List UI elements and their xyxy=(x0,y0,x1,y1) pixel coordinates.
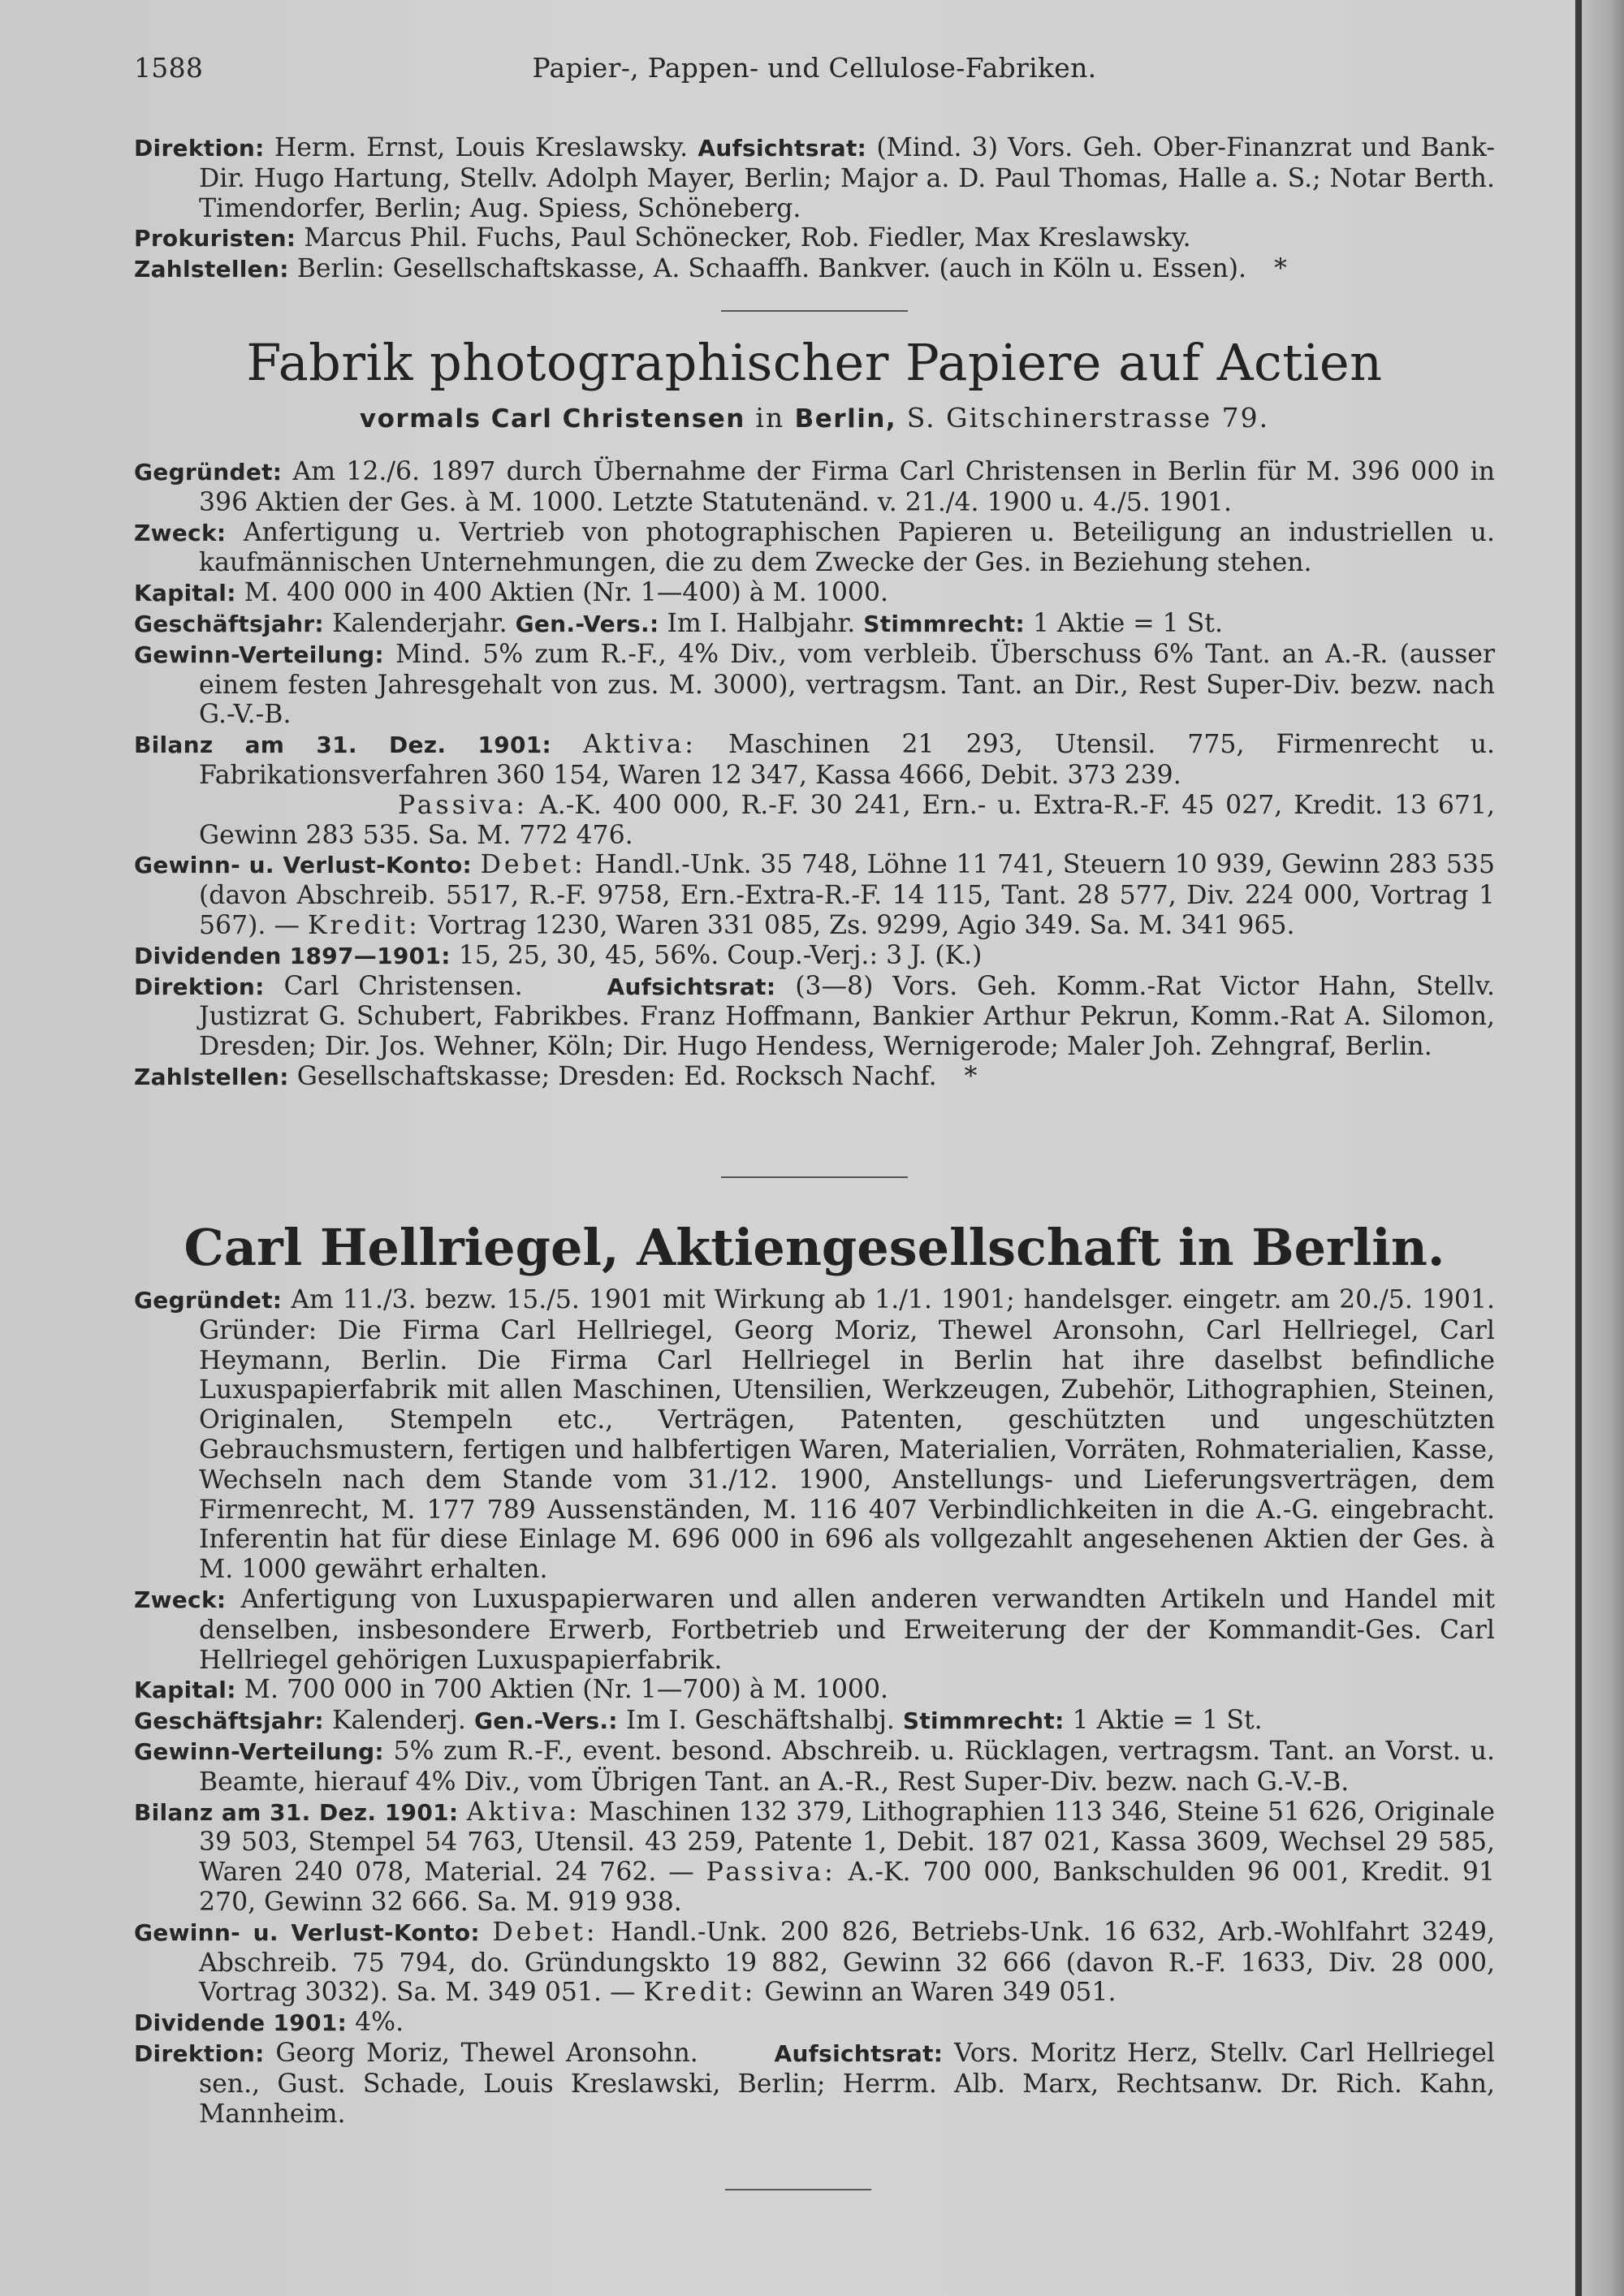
label: Gewinn-Verteilung: xyxy=(134,641,384,668)
text: 5% zum R.-F., event. besond. Abschreib. u. Rücklagen, vertragsm. Tant. an Vorst. u. Beamte, hierauf 4% Div., vom Übrigen Tant. an A.-R., Rest Super-Div. bezw. nach G.-V.-B. xyxy=(199,1736,1495,1797)
label: Aufsichtsrat: xyxy=(774,2039,944,2067)
e1-gegruendet xyxy=(134,457,1495,518)
text: A.-K. 400 000, R.-F. 30 241, Ern.- u. Extra-R.-F. 45 027, Kredit. 13 671, Gewinn 283 535. Sa. M. 772 476. xyxy=(199,790,1495,850)
label: Gewinn- u. Verlust-Konto: xyxy=(134,1918,480,1946)
label: Geschäftsjahr: xyxy=(134,610,324,637)
passiva-word: Passiva: xyxy=(706,1858,836,1888)
label: Zahlstellen: xyxy=(134,1063,289,1090)
e2-gewinnverteilung xyxy=(134,1737,1495,1798)
label: Aufsichtsrat: xyxy=(698,135,867,162)
separator-rule xyxy=(721,310,908,312)
text: 4%. xyxy=(355,2008,404,2038)
e1-passiva xyxy=(134,791,1495,851)
e1-gewinnverteilung xyxy=(134,640,1495,730)
label: Direktion: xyxy=(134,973,265,1000)
text: Im I. Geschäftshalbj. xyxy=(625,1706,895,1736)
prev-entry xyxy=(134,133,1495,285)
subtitle-address: S. Gitschinerstrasse 79. xyxy=(906,402,1270,434)
label: Prokuristen: xyxy=(134,225,296,252)
star: * xyxy=(1274,254,1287,284)
entry1-title: Fabrik photographischer Papiere auf Actien xyxy=(246,333,1383,392)
subtitle-vormals: vormals Carl Christensen xyxy=(359,404,745,434)
entry1-subtitle xyxy=(134,402,1495,434)
debet-word: Debet: xyxy=(492,1917,598,1947)
label: Dividende 1901: xyxy=(134,2009,348,2037)
passiva-word: Passiva: xyxy=(398,790,529,820)
label: Stimmrecht: xyxy=(863,610,1025,637)
label: Kapital: xyxy=(134,1677,236,1704)
text: Am 11./3. bezw. 15./5. 1901 mit Wirkung ab 1./1. 1901; handelsger. eingetr. am 20./5. 1901. Gründer: Die Firma Carl Hellriegel, Georg Moriz, Thewel Aronsohn, Carl Hellriegel, Carl Heymann, Berlin. Die Firma Carl Hellriegel in Berlin hat ihre daselbst befindliche Luxuspapierfabrik mit allen Maschinen, Utensilien, Werkzeugen, Zubehör, Lithographien, Steinen, Originalen, Stempeln etc., Verträgen, Patenten, geschützten und ungeschützten Gebrauchsmustern, fertigen und halbfertigen Waren, Materialien, Vorräten, Rohmaterialien, Kasse, Wechseln nach dem Stande vom 31./12. 1900, Anstellungs- und Lieferungsverträgen, dem Firmenrecht, M. 177 789 Aussenständen, M. 116 407 Verbindlichkeiten in die A.-G. eingebracht. Inferentin hat für diese Einlage M. 696 000 in 696 als vollgezahlt angesehenen Aktien der Ges. à M. 1000 gewährt erhalten. xyxy=(199,1285,1495,1585)
text: Maschinen 132 379, Lithographien 113 346, Steine 51 626, Originale 39 503, Stempel 54 763, Utensil. 43 259, Patente 1, Debit. 187 021, Kassa 3609, Wechsel 29 585, Waren 240 078, Material. 24 762. — xyxy=(199,1797,1495,1888)
prev-prokuristen-para xyxy=(134,223,1495,254)
prev-zahlstellen-para xyxy=(134,254,1495,285)
text: (3—8) Vors. Geh. Komm.-Rat Victor Hahn, Stellv. Justizrat G. Schubert, Fabrikbes. Franz Hoffmann, Bankier Arthur Pekrun, Komm.-Rat A. Silomon, Dresden; Dir. Jos. Wehner, Köln; Dir. Hugo Hendess, Wernigerode; Maler Joh. Zehngraf, Berlin. xyxy=(199,971,1495,1062)
text: Herm. Ernst, Louis Kreslawsky. xyxy=(274,133,689,162)
entry2-body xyxy=(134,1285,1495,2129)
text: Georg Moriz, Thewel Aronsohn. xyxy=(275,2038,698,2068)
kredit-word: Kredit: xyxy=(643,1978,757,2008)
label: Kapital: xyxy=(134,580,236,607)
text: Am 12./6. 1897 durch Übernahme der Firma Carl Christensen in Berlin für M. 396 000 in 396 Aktien der Ges. à M. 1000. Letzte Statutenänd. v. 21./4. 1900 u. 4./5. 1901. xyxy=(199,457,1496,517)
label: Gewinn-Verteilung: xyxy=(134,1737,384,1765)
text: Vors. Moritz Herz, Stellv. Carl Hellriegel sen., Gust. Schade, Louis Kreslawski, Berlin; Herrm. Alb. Marx, Rechtsanw. Dr. Rich. Kahn, Mannheim. xyxy=(199,2038,1495,2129)
e1-kapital xyxy=(134,578,1495,609)
label: Dividenden 1897—1901: xyxy=(134,942,451,969)
e1-dividenden xyxy=(134,941,1495,972)
kredit-word: Kredit: xyxy=(307,910,421,940)
e1-geschaeftsjahr xyxy=(134,609,1495,640)
e2-geschaeftsjahr xyxy=(134,1706,1495,1737)
text: Gesellschaftskasse; Dresden: Ed. Rocksch Nachf. xyxy=(296,1061,937,1091)
label: Aufsichtsrat: xyxy=(607,973,776,1000)
text: M. 400 000 in 400 Aktien (Nr. 1—400) à M. 1000. xyxy=(244,578,889,608)
e1-bilanz xyxy=(134,730,1495,791)
text: Im I. Halbjahr. xyxy=(667,608,856,638)
text: 1 Aktie = 1 St. xyxy=(1072,1706,1263,1736)
label: Gen.-Vers.: xyxy=(473,1707,618,1735)
label: Bilanz am 31. Dez. 1901: xyxy=(134,1798,459,1826)
text: Gewinn an Waren 349 051. xyxy=(764,1978,1116,2008)
e1-guv xyxy=(134,850,1495,940)
label: Gegründet: xyxy=(134,459,283,486)
text: Vortrag 1230, Waren 331 085, Zs. 9299, Agio 349. Sa. M. 341 965. xyxy=(428,910,1295,940)
text: 1 Aktie = 1 St. xyxy=(1032,608,1223,638)
text: M. 700 000 in 700 Aktien (Nr. 1—700) à M. 1000. xyxy=(244,1675,889,1705)
subtitle-in: in xyxy=(755,402,785,434)
text: (Mind. 3) Vors. Geh. Ober-Finanzrat und Bank-Dir. Hugo Hartung, Stellv. Adolph Mayer, Berlin; Major a. D. Paul Thomas, Halle a. S.; Notar Berth. Timendorfer, Berlin; Aug. Spiess, Schöneberg. xyxy=(199,133,1495,223)
text: Kalenderjahr. xyxy=(331,608,508,638)
e2-kapital xyxy=(134,1675,1495,1706)
e2-gegruendet xyxy=(134,1285,1495,1585)
text: Maschinen 21 293, Utensil. 775, Firmenrecht u. Fabrikationsverfahren 360 154, Waren 12 347, Kassa 4666, Debit. 373 239. xyxy=(199,730,1495,790)
label: Zahlstellen: xyxy=(134,256,289,283)
separator-rule xyxy=(721,1176,908,1178)
text: A.-K. 700 000, Bankschulden 96 001, Kredit. 91 270, Gewinn 32 666. Sa. M. 919 938. xyxy=(199,1858,1495,1917)
page-edge-line xyxy=(1575,0,1582,2296)
e1-zahlstellen xyxy=(134,1062,1495,1093)
label: Stimmrecht: xyxy=(902,1707,1065,1735)
aktiva-word: Aktiva: xyxy=(583,730,697,760)
debet-word: Debet: xyxy=(480,850,586,880)
text: Kalenderj. xyxy=(331,1706,466,1736)
e2-direktion xyxy=(134,2039,1495,2129)
subtitle-city: Berlin, xyxy=(794,404,897,434)
e2-guv xyxy=(134,1918,1495,2008)
label: Gegründet: xyxy=(134,1287,283,1314)
star: * xyxy=(964,1061,978,1091)
text: Mind. 5% zum R.-F., 4% Div., vom verbleib. Überschuss 6% Tant. an A.-R. (ausser einem festen Jahresgehalt von zus. M. 3000), vertragsm. Tant. an Dir., Rest Super-Div. bezw. nach G.-V.-B. xyxy=(199,639,1496,730)
label: Geschäftsjahr: xyxy=(134,1707,324,1735)
running-title: Papier-, Pappen- und Cellulose-Fabriken. xyxy=(532,52,1097,84)
label: Gen.-Vers.: xyxy=(515,610,659,637)
text: Marcus Phil. Fuchs, Paul Schönecker, Rob. Fiedler, Max Kreslawsky. xyxy=(304,223,1191,253)
entry1-body xyxy=(134,457,1495,1093)
e1-zweck xyxy=(134,518,1495,579)
text: Anfertigung u. Vertrieb von photographischen Papieren u. Beteiligung an industriellen u. kaufmännischen Unternehmungen, die zu dem Zwecke der Ges. in Beziehung stehen. xyxy=(199,517,1496,578)
page-number: 1588 xyxy=(134,52,204,84)
separator-rule xyxy=(725,2189,871,2190)
text: Handl.-Unk. 200 826, Betriebs-Unk. 16 632, Arb.-Wohlfahrt 3249, Abschreib. 75 794, do. Gründungskto 19 882, Gewinn 32 666 (davon R.-F. 1633, Div. 28 000, Vortrag 3032). Sa. M. 349 051. — xyxy=(199,1917,1495,2008)
label: Direktion: xyxy=(134,2039,265,2067)
label: Bilanz am 31. Dez. 1901: xyxy=(134,732,552,759)
aktiva-word: Aktiva: xyxy=(466,1797,581,1827)
label: Zweck: xyxy=(134,519,227,546)
label: Gewinn- u. Verlust-Konto: xyxy=(134,852,473,879)
e2-dividende xyxy=(134,2008,1495,2039)
text: Anfertigung von Luxuspapierwaren und allen anderen verwandten Artikeln und Handel mit denselben, insbesondere Erwerb, Fortbetrieb und Erweiterung der der Kommandit-Ges. Carl Hellriegel gehörigen Luxuspapierfabrik. xyxy=(199,1584,1496,1675)
prev-direktion-para xyxy=(134,133,1495,223)
page-edge-shadow xyxy=(1575,0,1624,2296)
label: Zweck: xyxy=(134,1586,227,1613)
text: Carl Christensen. xyxy=(283,971,523,1001)
e1-direktion xyxy=(134,972,1495,1062)
text: Handl.-Unk. 35 748, Löhne 11 741, Steuern 10 939, Gewinn 283 535 (davon Abschreib. 5517, R.-F. 9758, Ern.-Extra-R.-F. 14 115, Tant. 28 577, Div. 224 000, Vortrag 1 567). — xyxy=(199,850,1496,940)
entry2-title: Carl Hellriegel, Aktiengesellschaft in Berlin. xyxy=(184,1218,1445,1277)
text: Berlin: Gesellschaftskasse, A. Schaaffh. Bankver. (auch in Köln u. Essen). xyxy=(296,254,1247,284)
e2-zweck xyxy=(134,1585,1495,1675)
label: Direktion: xyxy=(134,135,265,162)
text: 15, 25, 30, 45, 56%. Coup.-Verj.: 3 J. (K.) xyxy=(458,940,983,970)
e2-bilanz xyxy=(134,1798,1495,1918)
